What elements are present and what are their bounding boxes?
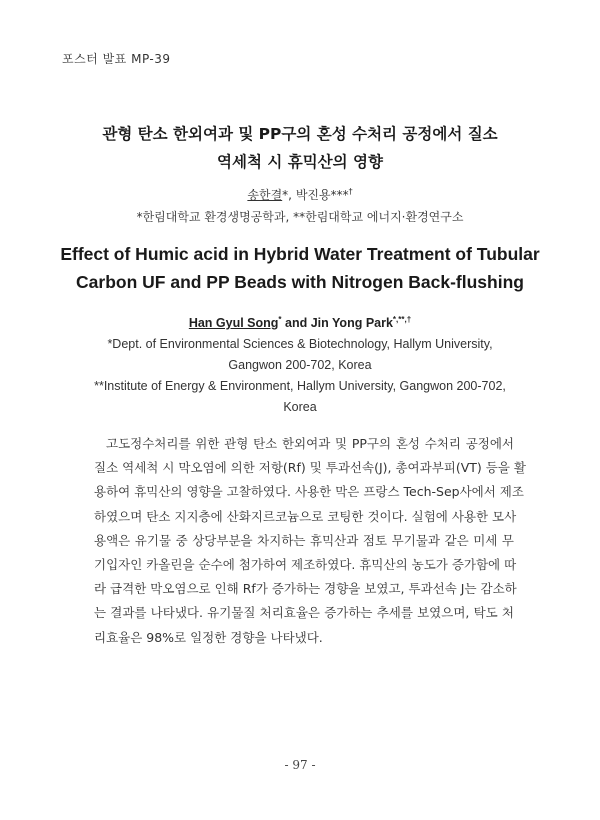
affiliation-line: *Dept. of Environmental Sciences & Biotechnology, Hallym University, (107, 337, 493, 351)
session-label: 포스터 발표 MP-39 (62, 52, 171, 66)
korean-author-separator: , (288, 188, 296, 202)
english-title-line: Carbon UF and PP Beads with Nitrogen Back-flushing (76, 272, 524, 292)
abstract-line: 질소 역세척 시 막오염에 의한 저항(Rf) 및 투과선속(J), 총여과부피(VT) 등을 활 (94, 460, 526, 476)
english-author-separator: and (281, 316, 311, 330)
abstract-line: 고도정수처리를 위한 관형 탄소 한외여과 및 PP구의 혼성 수처리 공정에서 (106, 436, 514, 451)
korean-author-name: 박진용 (295, 188, 331, 202)
korean-authors (0, 186, 600, 203)
english-author-sup: *,**,† (392, 314, 412, 324)
abstract-line: 리효율은 98%로 일정한 경향을 나타냈다. (94, 629, 323, 645)
english-author-sup: * (278, 314, 282, 324)
korean-author-dagger: † (348, 187, 353, 196)
korean-title-line: 역세척 시 휴믹산의 영향 (217, 153, 383, 171)
korean-author-mark: * (282, 188, 289, 202)
abstract-line: 용액은 유기물 중 상당부분을 차지하는 휴믹산과 점토 무기물과 같은 미세 무 (94, 532, 514, 548)
affiliation-line: Gangwon 200-702, Korea (228, 358, 372, 372)
abstract-line: 는 결과를 나타냈다. 유기물질 처리효율은 증가하는 추세를 보였으며, 탁도 처 (94, 605, 514, 621)
english-author-name: Jin Yong Park (310, 316, 393, 330)
abstract-line: 하였으며 탄소 지지층에 산화지르코늄으로 코팅한 것이다. 실험에 사용한 모사 (94, 508, 517, 524)
korean-title (0, 120, 600, 176)
abstract-line: 기입자인 카올린을 순수에 첨가하여 제조하였다. 휴믹산의 농도가 증가함에 따 (94, 556, 517, 572)
page-number: - 97 - (284, 758, 316, 772)
affiliation-line: **Institute of Energy & Environment, Hallym University, Gangwon 200-702, (94, 379, 506, 393)
english-title-line: Effect of Humic acid in Hybrid Water Treatment of Tubular (60, 244, 540, 264)
korean-author-name: 송한결 (247, 188, 283, 202)
english-author-name: Han Gyul Song (188, 316, 279, 330)
english-affiliations (0, 334, 600, 418)
korean-author-mark: *** (330, 188, 349, 202)
abstract-body (94, 432, 526, 650)
english-authors (0, 316, 600, 330)
affiliation-line: Korea (283, 400, 317, 414)
abstract-line: 용하여 휴믹산의 영향을 고찰하였다. 사용한 막은 프랑스 Tech-Sep사에서 제조 (94, 484, 524, 500)
korean-affiliation: *한림대학교 환경생명공학과, **한림대학교 에너지·환경연구소 (136, 210, 464, 224)
english-title (0, 240, 600, 296)
abstract-line: 라 급격한 막오염으로 인해 Rf가 증가하는 경향을 보였고, 투과선속 J는 감소하 (94, 581, 517, 597)
korean-title-line: 관형 탄소 한외여과 및 PP구의 혼성 수처리 공정에서 질소 (102, 125, 498, 143)
